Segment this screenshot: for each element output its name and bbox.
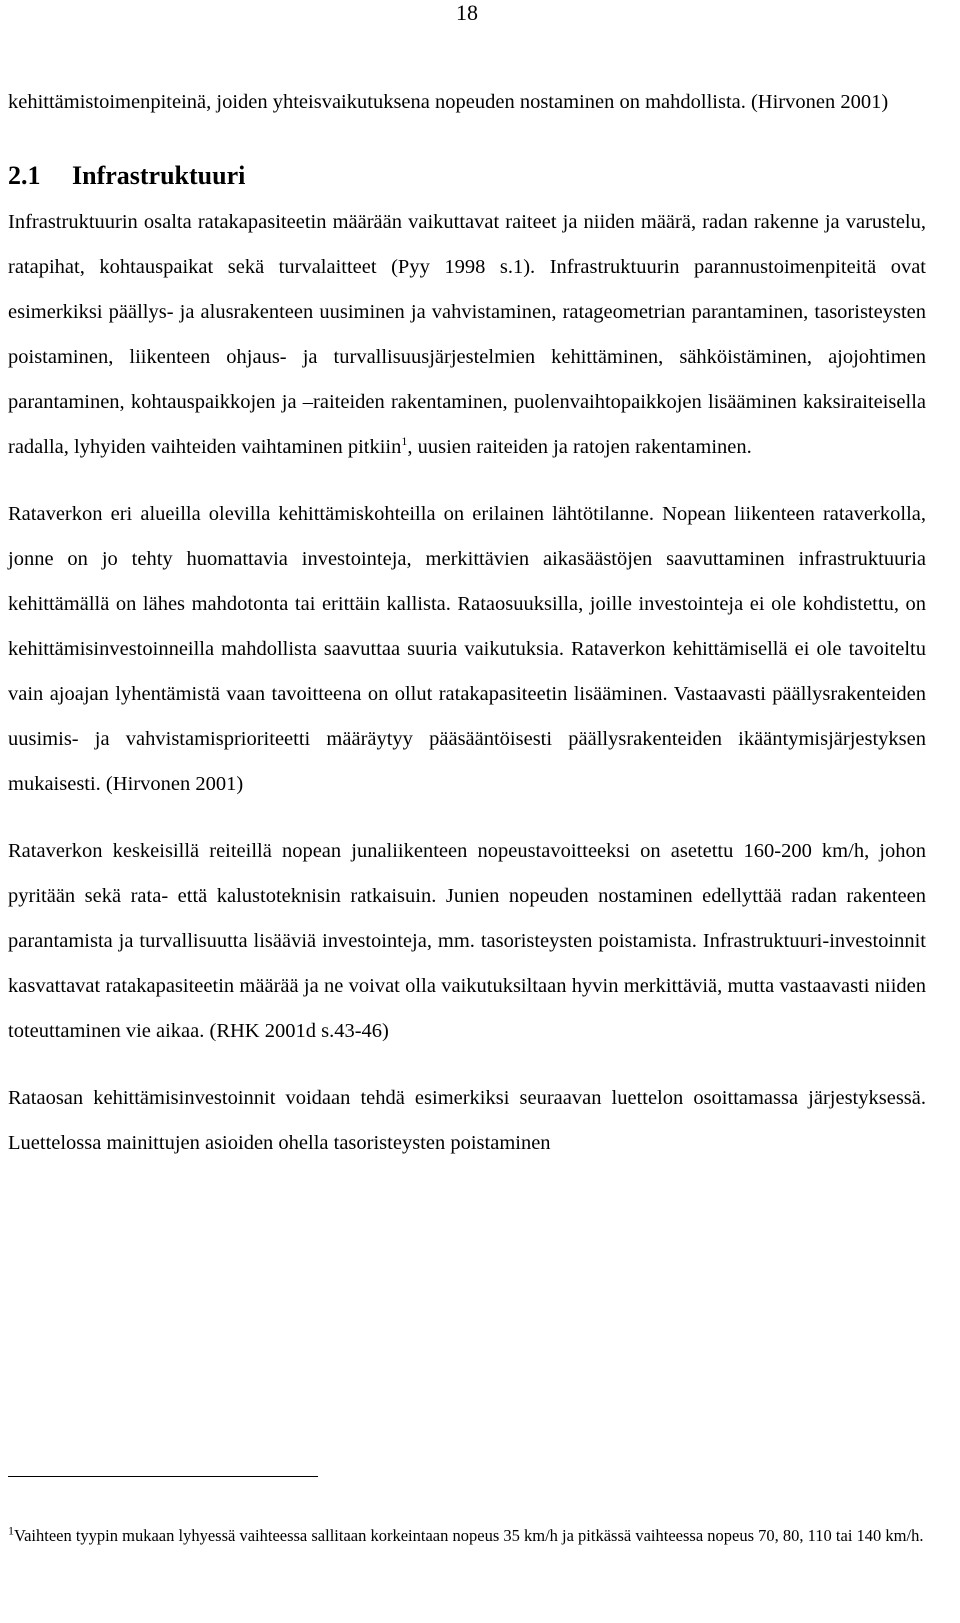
footnote (8, 1524, 926, 1548)
paragraph-speed-targets: Rataverkon keskeisillä reiteillä nopean junaliikenteen nopeustavoitteeksi on asetettu 160-200 km/h, johon pyritään sekä rata- että kalustoteknisin ratkaisuin. Junien nopeuden nostaminen edellyttää radan rakenteen parantamista ja turvallisuutta lisääviä investointeja, mm. tasoristeysten poistamista. Infrastruktuuri-investoinnit kasvattavat ratakapasiteetin määrää ja ne voivat olla vaikutuksiltaan hyvin merkittäviä, mutta vastaavasti niiden toteuttaminen vie aikaa. (RHK 2001d s.43-46) (8, 840, 926, 1042)
paragraph-infrastructure (8, 200, 926, 470)
footnote-divider (8, 1476, 318, 1477)
section-number: 2.1 (8, 161, 41, 190)
section-heading (8, 153, 926, 198)
paragraph-intro: kehittämistoimenpiteinä, joiden yhteisvaikutuksena nopeuden nostaminen on mahdollista. (Hirvonen 2001) (8, 91, 889, 113)
section-title: Infrastruktuuri (72, 161, 246, 190)
paragraph-infrastructure-end: , uusien raiteiden ja ratojen rakentaminen. (407, 436, 752, 458)
paragraph-infrastructure-text: Infrastruktuurin osalta ratakapasiteetin määrään vaikuttavat raiteet ja niiden määrä, radan rakenne ja varustelu, ratapihat, kohtauspaikat sekä turvalaitteet (Pyy 1998 s.1). Infrastruktuurin parannustoimenpiteitä ovat esimerkiksi päällys- ja alusrakenteen uusiminen ja vahvistaminen, ratageometrian parantaminen, tasoristeysten poistaminen, liikenteen ohjaus- ja turvallisuusjärjestelmien kehittäminen, sähköistäminen, ajojohtimen parantaminen, kohtauspaikkojen ja –raiteiden rakentaminen, puolenvaihtopaikkojen lisääminen kaksiraiteisella radalla, lyhyiden vaihteiden vaihtaminen pitkiin (8, 211, 926, 458)
page-number: 18 (456, 0, 478, 25)
footnote-reference: 1 (401, 434, 408, 449)
footnote-marker: 1 (8, 1523, 14, 1538)
footnote-text: Vaihteen tyypin mukaan lyhyessä vaihteessa sallitaan korkeintaan nopeus 35 km/h ja pitkässä vaihteessa nopeus 70, 80, 110 tai 140 km/h. (14, 1526, 924, 1545)
paragraph-network: Rataverkon eri alueilla olevilla kehittämiskohteilla on erilainen lähtötilanne. Nopean liikenteen rataverkolla, jonne on jo tehty huomattavia investointeja, merkittävien aikasäästöjen saavuttaminen infrastruktuuria kehittämällä on lähes mahdotonta tai erittäin kallista. Rataosuuksilla, joille investointeja ei ole kohdistettu, on kehittämisinvestoinneilla mahdollista saavuttaa suuria vaikutuksia. Rataverkon kehittämisellä ei ole tavoiteltu vain ajoajan lyhentämistä vaan tavoitteena on ollut ratakapasiteetin lisääminen. Vastaavasti päällysrakenteiden uusimis- ja vahvistamisprioriteetti määräytyy pääsääntöisesti päällysrakenteiden ikääntymisjärjestyksen mukaisesti. (Hirvonen 2001) (8, 503, 926, 795)
document-body (8, 80, 926, 1166)
paragraph-investments: Rataosan kehittämisinvestoinnit voidaan tehdä esimerkiksi seuraavan luettelon osoittamassa järjestyksessä. Luettelossa mainittujen asioiden ohella tasoristeysten poistaminen (8, 1087, 926, 1154)
